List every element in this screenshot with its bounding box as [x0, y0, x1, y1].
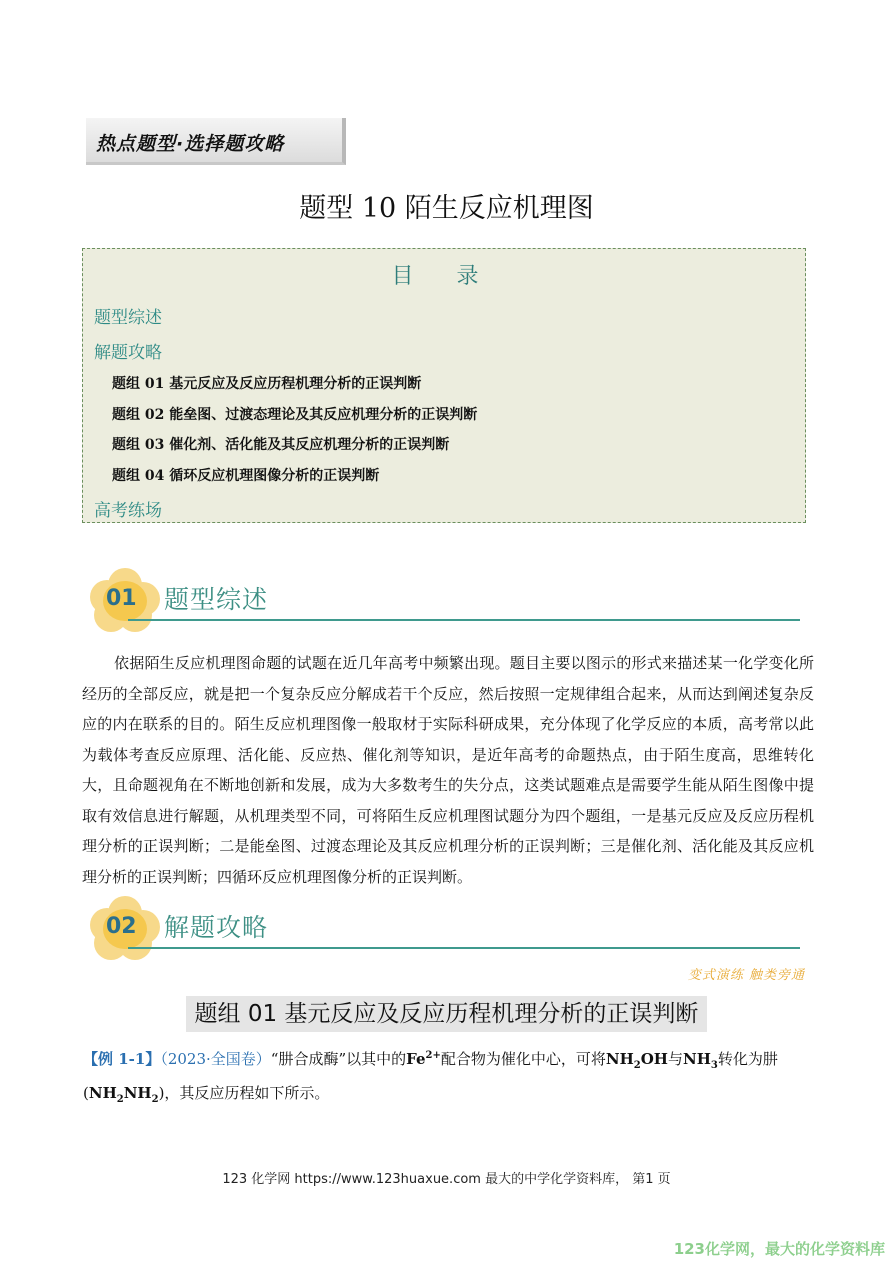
formula-nh3-b: 3 — [710, 1060, 718, 1071]
flower-badge-icon — [90, 568, 160, 632]
toc-heading: 目 录 — [391, 264, 497, 289]
example-label: 【例 1-1】 — [83, 1050, 161, 1068]
section-banner — [86, 118, 346, 165]
toc-item-overview[interactable]: 题型综述 — [94, 308, 162, 328]
section-divider — [128, 947, 800, 949]
formula-n2h4-a: NH — [88, 1084, 117, 1102]
section-number: 01 — [106, 586, 137, 611]
banner-text: 热点题型·选择题攻略 — [96, 133, 285, 155]
example-text-4: 转化为肼 — [717, 1050, 778, 1068]
example-text-3: 与 — [667, 1050, 683, 1068]
page-footer: 123 化学网 https://www.123huaxue.com 最大的中学化学资料库， 第1 页 — [222, 1172, 671, 1187]
toc-item-group-03[interactable]: 题组 03 催化剂、活化能及其反应机理分析的正误判断 — [112, 437, 450, 453]
page-title: 题型 10 陌生反应机理图 — [299, 193, 594, 224]
table-of-contents — [82, 248, 806, 523]
toc-item-group-04[interactable]: 题组 04 循环反应机理图像分析的正误判断 — [112, 468, 380, 484]
formula-nh3-a: NH — [682, 1050, 711, 1068]
example-text-1: “肼合成酶”以其中的 — [270, 1050, 407, 1068]
formula-n2h4-d: 2 — [151, 1094, 159, 1105]
section-number: 02 — [106, 914, 137, 939]
toc-item-group-02[interactable]: 题组 02 能垒图、过渡态理论及其反应机理分析的正误判断 — [112, 407, 478, 423]
toc-item-group-01[interactable]: 题组 01 基元反应及反应历程机理分析的正误判断 — [112, 376, 422, 392]
section-divider — [128, 619, 800, 621]
example-text-2: 配合物为催化中心，可将 — [440, 1050, 606, 1068]
formula-fe: Fe — [406, 1050, 426, 1068]
watermark: 123化学网，最大的化学资料库 — [673, 1240, 885, 1258]
section-title: 解题攻略 — [164, 913, 269, 942]
section-header-strategy — [88, 896, 808, 966]
section-title: 题型综述 — [164, 585, 269, 614]
formula-n2h4-c: NH — [123, 1084, 152, 1102]
overview-text: 依据陌生反应机理图命题的试题在近几年高考中频繁出现。题目主要以图示的形式来描述某一化学变化所经历的全部反应，就是把一个复杂反应分解成若干个反应，然后按照一定规律组合起来，从而达到阐述复杂反应的内在联系的目的。陌生反应机理图像一般取材于实际科研成果，充分体现了化学反应的本质，高考常以此为载体考查反应原理、活化能、反应热、催化剂等知识，是近年高考的命题热点，由于陌生度高，思维转化大，且命题视角在不断地创新和发展，成为大多数考生的失分点，这类试题难点是需要学生能从陌生图像中提取有效信息进行解题，从机理类型不同，可将陌生反应机理图试题分为四个题组，一是基元反应及反应历程机理分析的正误判断；二是能垒图、过渡态理论及其反应机理分析的正误判断；三是催化剂、活化能及其反应机理分析的正误判断；四循环反应机理图像分析的正误判断。 — [82, 654, 814, 886]
formula-fe-charge: 2+ — [425, 1050, 441, 1061]
flower-badge-icon — [90, 896, 160, 960]
toc-item-strategy[interactable]: 解题攻略 — [94, 343, 162, 363]
overview-paragraph — [82, 648, 814, 892]
example-text-5: )，其反应历程如下所示。 — [158, 1084, 330, 1102]
group-title: 题组 01 基元反应及反应历程机理分析的正误判断 — [186, 996, 707, 1032]
example-source: （2023·全国卷） — [160, 1050, 271, 1068]
formula-nh2oh-a: NH — [605, 1050, 634, 1068]
example-line-2 — [83, 1082, 329, 1105]
formula-nh2oh-b: 2 — [633, 1060, 641, 1071]
tagline: 变式演练 触类旁通 — [687, 968, 805, 983]
formula-n2h4-b: 2 — [116, 1094, 124, 1105]
section-header-overview — [88, 568, 808, 638]
formula-nh2oh-c: OH — [640, 1050, 668, 1068]
toc-item-practice[interactable]: 高考练场 — [94, 501, 162, 521]
paren-open: ( — [83, 1084, 89, 1102]
example-line-1 — [83, 1048, 778, 1071]
